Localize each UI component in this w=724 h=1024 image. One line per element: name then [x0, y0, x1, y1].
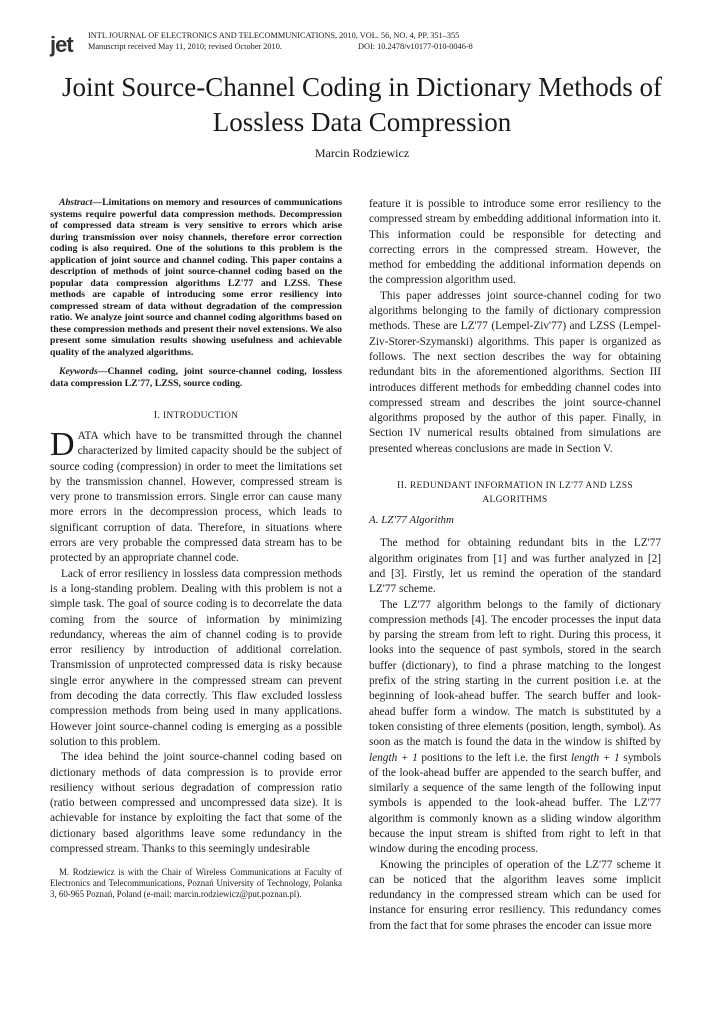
subsection-heading-lz77: A. LZ'77 Algorithm: [369, 514, 454, 527]
left-column: [50, 197, 342, 899]
intro-section-num: I.: [153, 410, 161, 421]
length-plus-one-2: length + 1: [570, 751, 620, 764]
intro-paragraph-2: Lack of error resiliency in lossless data compression methods is a long-standing problem. Dealing with this problem is not a simple task. The goal of source coding is to decorrelate the data coming from the source of information by minimizing redundancy, whereas the aim of channel coding is to provide error resiliency by introduction of additional correlation. Transmission of unprotected compressed data is risky because single error anywhere in the compressed stream can prevent from decoding the data correctly. This flaw excluded lossless compression methods from being used in many applications. However joint source-channel coding is emerging as a possible solution to this problem.: [50, 567, 342, 748]
right-column: [369, 197, 661, 934]
keywords: [50, 366, 342, 389]
keywords-label: Keywords: [59, 366, 98, 377]
section-heading-2: [369, 479, 661, 507]
journal-logo-text: jet: [50, 32, 73, 57]
author-footnote: M. Rodziewicz is with the Chair of Wireless Communications at Faculty of Electronics and Telecommunications, Poznań University of Technology, Polanka 3, 60-965 Poznań, Poland (e-mail: marcin.rodziewicz@put.poznan.pl).: [50, 867, 342, 899]
p4-part-a: The LZ'77 algorithm belongs to the family of dictionary compression methods [4]. The encoder processes the input data by parsing the stream from left to right. During this process, it looks into the sequence of past symbols, stored in the search buffer (dictionary), to find a phrase matching to the longest prefix of the string starting in the current position i.e. at the beginning of look-ahead buffer. The search buffer and look-ahead buffer form a window. The match is substituted by a token consisting of three elements (: [369, 598, 661, 733]
manuscript-line: Manuscript received May 11, 2010; revised October 2010.: [88, 41, 282, 51]
right-paragraph-5: Knowing the principles of operation of the LZ'77 scheme it can be noticed that the algorithm leaves some implicit redundancy in the compressed stream which can be used for instance for ensuring error resiliency. This redundancy comes from the fact that for some phrases the encoder can issue more: [369, 858, 661, 932]
right-paragraph-1: feature it is possible to introduce some error resiliency to the compressed stream by embedding additional information into it. This information could be responsible for detecting and correcting errors in the compressed stream. However, the method for embedding the additional information depends on the compression algorithm used.: [369, 198, 661, 287]
intro-p1-text: ATA which have to be transmitted through the channel characterized by limited capacity should be the subject of source coding (compression) in order to meet the limitations set by the transmission channel. However, compressed stream is very prone to transmission errors. Single error can cause many more errors in the decompression process, which leads to significant corruption of data. Therefore, in situations where errors are very probable the compressed data stream has to be protected by an appropriate channel code.: [50, 430, 342, 565]
journal-logo: [48, 34, 78, 56]
journal-line: INTL JOURNAL OF ELECTRONICS AND TELECOMMUNICATIONS, 2010, VOL. 56, NO. 4, PP. 351–355: [88, 31, 460, 40]
intro-paragraph-3: The idea behind the joint source-channel coding based on dictionary methods of data compression is to provide error resiliency without serious degradation of compression ratio (ratio between compressed and uncompressed data size). It is achievable for instance by exploiting the fact that some of the dictionary based algorithms leave some redundancy in the compressed stream. Thanks to this seemingly undesirable: [50, 751, 342, 856]
p4-part-c: positions to the left i.e. the first: [417, 751, 571, 764]
s2-section-num: II.: [397, 480, 408, 492]
doi: DOI: 10.2478/v10177-010-0046-8: [358, 41, 473, 51]
right-paragraph-4: [369, 598, 661, 858]
token-elements: position, length, symbol: [529, 720, 640, 733]
abstract: [50, 197, 342, 358]
intro-paragraph-1: [50, 426, 342, 567]
running-header: [88, 31, 508, 52]
keywords-text: —Channel coding, joint source-channel coding, lossless data compression LZ'77, LZSS, source coding.: [50, 366, 342, 389]
drop-cap: D: [50, 426, 75, 463]
abstract-label: Abstract: [59, 197, 93, 208]
abstract-text: —Limitations on memory and resources of communications systems require powerful data compression methods. Decompression of compressed data stream is very sensitive to errors which arise during transmission over noisy channels, therefore error correction coding is also required. One of the solutions to this problem is the application of joint source and channel coding. This paper contains a description of methods of joint source-channel coding based on the popular data compression algorithms LZ'77 and LZSS. These methods are capable of introducing some error resiliency into compressed stream of data without degradation of the compression ratio. We analyze joint source and channel coding algorithms based on these compression methods and present their novel extensions. We also present some simulation results showing usefulness and achievable quality of the analyzed algorithms.: [50, 197, 342, 358]
p4-part-d: symbols of the look-ahead buffer are appended to the search buffer, and similarly a sequence of the same length of the following input symbols is appended to the look-ahead buffer. The LZ'77 algorithm is commonly known as a sliding window algorithm because the input stream is shifted from right to left in that window during the encoding process.: [369, 751, 661, 856]
length-plus-one-1: length + 1: [369, 751, 418, 764]
p4-part-b: ). As soon as the match is found the data in the window is shifted by: [369, 720, 662, 749]
author: Marcin Rodziewicz: [314, 146, 410, 160]
section-heading-introduction: [50, 409, 342, 423]
paper-title: Joint Source-Channel Coding in Dictionary Methods of Lossless Data Compression: [62, 72, 662, 137]
right-paragraph-2: This paper addresses joint source-channel coding for two algorithms belonging to the family of dictionary compression methods. These are LZ'77 (Lempel-Ziv'77) and LZSS (Lempel-Ziv-Storer-Szymanski) algorithms. This paper is organized as follows. The next section describes the way for obtaining redundant bits in the aforementioned algorithms. Section III introduces different methods for embedding channel codes into compressed stream and describes the joint source-channel algorithms proposed by the author of this paper. Finally, in Section IV numerical results obtained from simulations are presented whereas conclusions are made in Section V.: [369, 289, 661, 455]
right-paragraph-3: The method for obtaining redundant bits in the LZ'77 algorithm originates from [1] and was further analyzed in [2] and [3]. Firstly, let us remind the operation of the standard LZ'77 scheme.: [369, 537, 661, 596]
intro-section-title: INTRODUCTION: [162, 411, 239, 421]
s2-section-title: REDUNDANT INFORMATION IN LZ'77 AND LZSS ALGORITHMS: [409, 481, 633, 506]
manuscript-line-row: [88, 42, 508, 53]
